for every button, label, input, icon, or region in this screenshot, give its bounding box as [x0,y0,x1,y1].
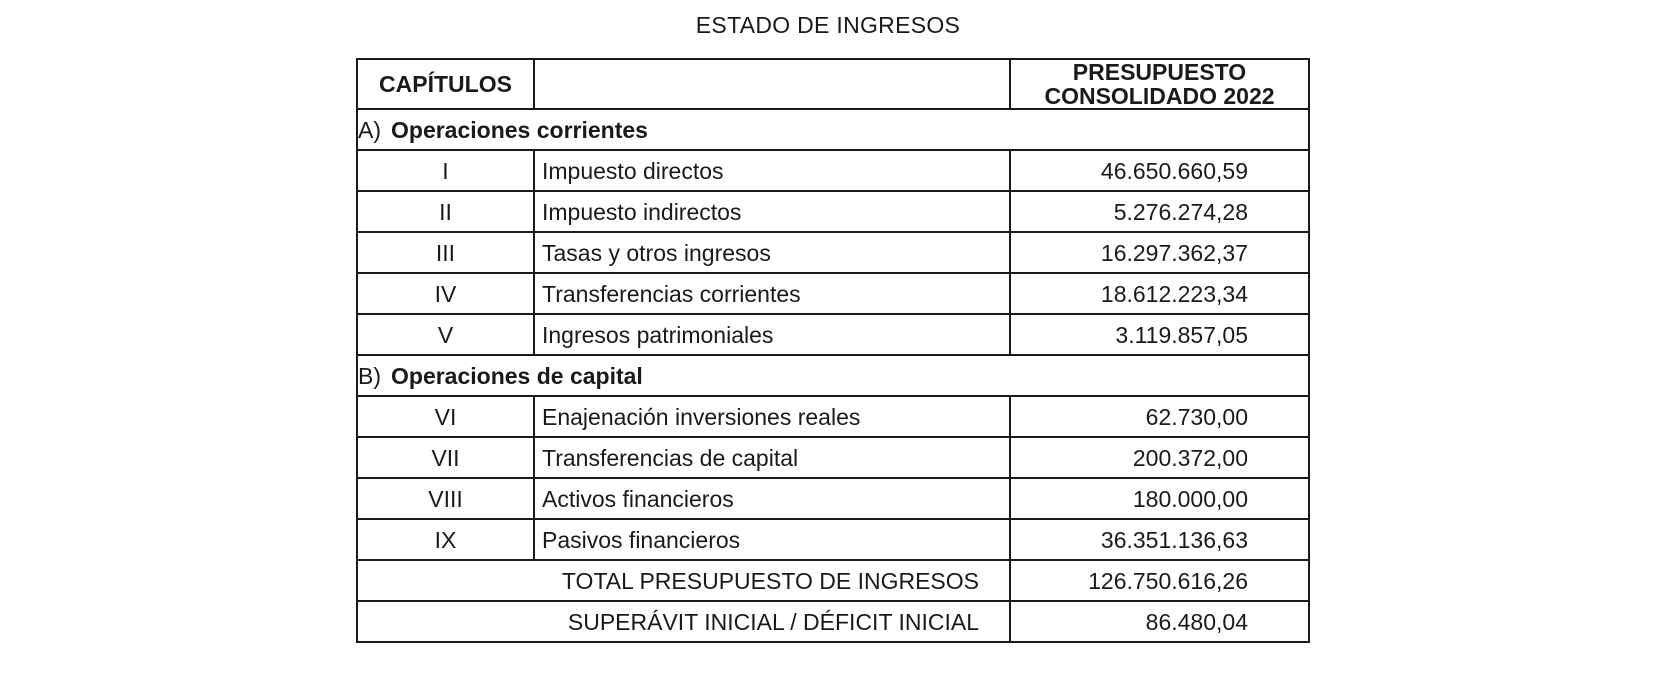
chapter-amount: 36.351.136,63 [1010,519,1309,560]
chapter-concept: Enajenación inversiones reales [534,396,1010,437]
chapter-concept: Impuesto indirectos [534,191,1010,232]
chapter-amount: 18.612.223,34 [1010,273,1309,314]
section-letter: B) [358,362,381,389]
table-header-row [357,59,1309,109]
income-statement-table [356,58,1310,643]
chapter-number: II [357,191,534,232]
chapter-concept: Impuesto directos [534,150,1010,191]
table-row [357,396,1309,437]
table-row [357,273,1309,314]
section-label: Operaciones de capital [391,362,643,389]
section-letter: A) [358,116,381,143]
table-row [357,478,1309,519]
chapter-number: IX [357,519,534,560]
chapter-number: VII [357,437,534,478]
chapter-concept: Tasas y otros ingresos [534,232,1010,273]
chapter-amount: 46.650.660,59 [1010,150,1309,191]
chapter-number: VIII [357,478,534,519]
document-title: ESTADO DE INGRESOS [695,12,961,38]
section-label: Operaciones corrientes [391,116,648,143]
total-label: TOTAL PRESUPUESTO DE INGRESOS [357,560,1010,601]
header-concept [534,59,1010,109]
chapter-concept: Ingresos patrimoniales [534,314,1010,355]
chapter-amount: 180.000,00 [1010,478,1309,519]
chapter-amount: 16.297.362,37 [1010,232,1309,273]
chapter-number: V [357,314,534,355]
chapter-number: VI [357,396,534,437]
total-row [357,560,1309,601]
table-row [357,191,1309,232]
chapter-number: I [357,150,534,191]
total-amount: 86.480,04 [1010,601,1309,642]
header-budget [1010,59,1309,109]
chapter-number: III [357,232,534,273]
chapter-amount: 62.730,00 [1010,396,1309,437]
chapter-concept: Pasivos financieros [534,519,1010,560]
section-heading [357,109,1309,150]
table-row [357,314,1309,355]
total-amount: 126.750.616,26 [1010,560,1309,601]
section-row [357,109,1309,150]
chapter-concept: Transferencias corrientes [534,273,1010,314]
header-budget-line1: PRESUPUESTO [1072,59,1247,85]
chapter-concept: Transferencias de capital [534,437,1010,478]
section-heading [357,355,1309,396]
total-label: SUPERÁVIT INICIAL / DÉFICIT INICIAL [357,601,1010,642]
chapter-number: IV [357,273,534,314]
table-row [357,437,1309,478]
header-chapters: CAPÍTULOS [357,59,534,109]
table-row [357,232,1309,273]
section-row [357,355,1309,396]
chapter-concept: Activos financieros [534,478,1010,519]
total-row [357,601,1309,642]
table-row [357,150,1309,191]
chapter-amount: 200.372,00 [1010,437,1309,478]
chapter-amount: 5.276.274,28 [1010,191,1309,232]
table-row [357,519,1309,560]
chapter-amount: 3.119.857,05 [1010,314,1309,355]
header-budget-line2: CONSOLIDADO 2022 [1044,83,1275,109]
